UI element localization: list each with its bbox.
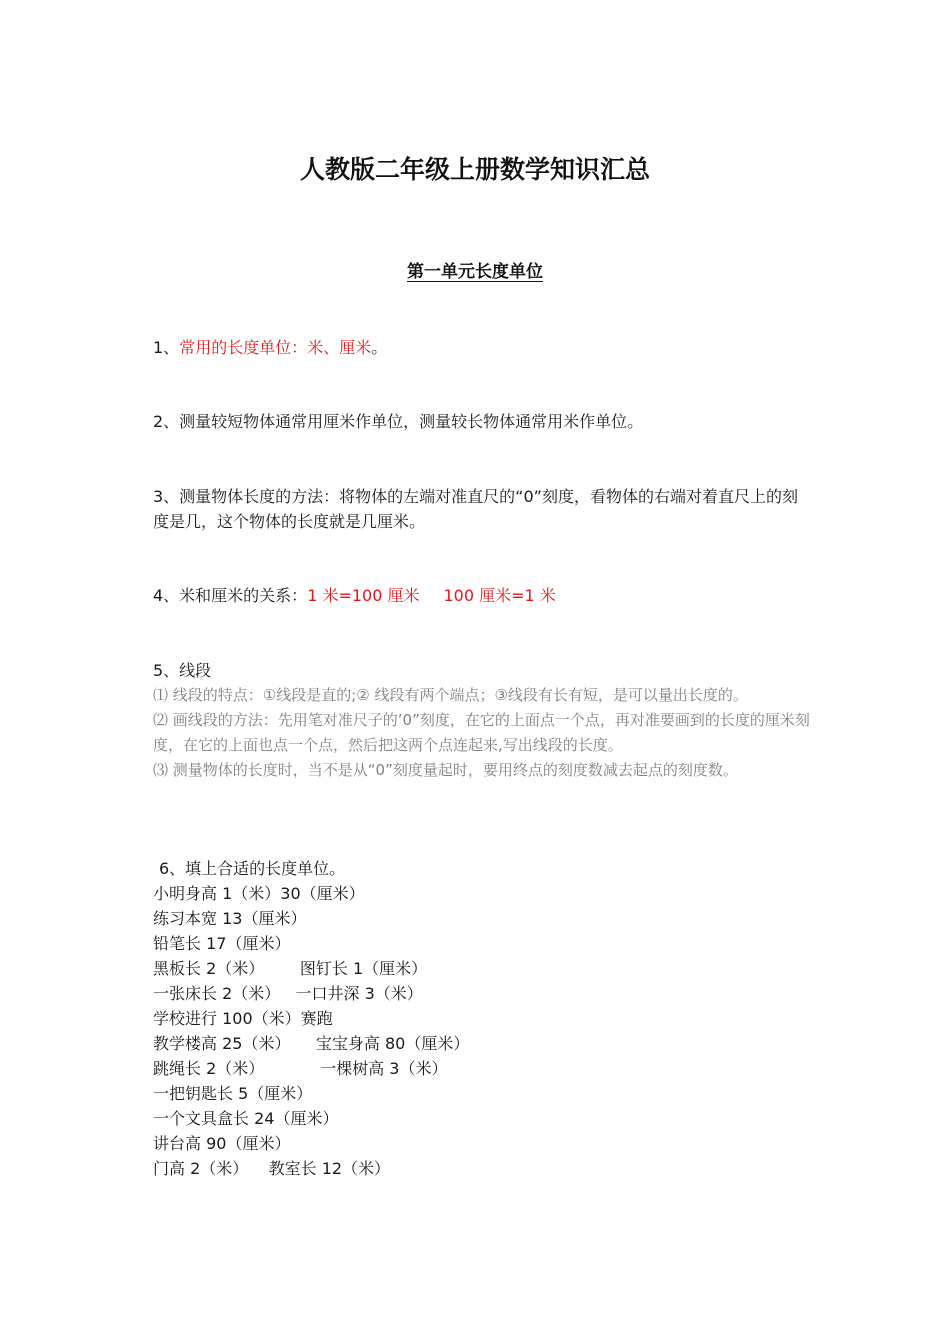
unit-title-text: 第一单元长度单位: [407, 262, 543, 282]
document-title: 人教版二年级上册数学知识汇总: [299, 155, 650, 184]
example-line: 讲台高 90（厘米）: [153, 1134, 291, 1153]
example-line: 黑板长 2（米） 图钉长 1（厘米）: [153, 959, 428, 978]
point-4-label: 4、米和厘米的关系：: [153, 586, 308, 605]
point-1-tail: 。: [371, 338, 388, 357]
point-5-item: ⑵ 画线段的方法：先用笔对准尺子的’0”刻度，在它的上面点一个点，再对准要画到的长度的厘米刻度，在它的上面也点一个点，然后把这两个点连起来,写出线段的长度。: [153, 711, 810, 754]
point-4-relation-2: 100 厘米=1 米: [443, 586, 556, 605]
example-line: 铅笔长 17（厘米）: [153, 934, 291, 953]
point-1-number: 1、: [153, 338, 180, 357]
example-line: 一张床长 2（米） 一口井深 3（米）: [153, 984, 423, 1003]
example-line: 练习本宽 13（厘米）: [153, 909, 307, 928]
point-5-item: ⑶ 测量物体的长度时，当不是从“0”刻度量起时，要用终点的刻度数减去起点的刻度数。: [153, 761, 738, 779]
example-line: 一把钥匙长 5（厘米）: [153, 1084, 313, 1103]
point-5-item: ⑴ 线段的特点：①线段是直的;② 线段有两个端点；③线段有长有短，是可以量出长度的。: [153, 686, 748, 704]
point-5: [153, 658, 813, 783]
point-2: 2、测量较短物体通常用厘米作单位，测量较长物体通常用米作单位。: [153, 412, 644, 431]
example-line: 教学楼高 25（米） 宝宝身高 80（厘米）: [153, 1034, 470, 1053]
point-3: 3、测量物体长度的方法：将物体的左端对准直尺的“0”刻度，看物体的右端对着直尺上的刻度是几，这个物体的长度就是几厘米。: [153, 487, 798, 531]
point-6-heading: 6、填上合适的长度单位。: [159, 859, 346, 878]
point-5-heading: 5、线段: [153, 661, 212, 680]
point-6: [153, 856, 813, 1181]
example-line: 学校进行 100（米）赛跑: [153, 1009, 333, 1028]
point-1: [153, 335, 813, 360]
example-line: 门高 2（米） 教室长 12（米）: [153, 1159, 391, 1178]
unit-title: [0, 260, 950, 284]
point-4-relation-1: 1 米=100 厘米: [307, 586, 420, 605]
point-1-highlight: 常用的长度单位：米、厘米: [179, 338, 372, 357]
example-line: 一个文具盒长 24（厘米）: [153, 1109, 339, 1128]
point-4: [153, 583, 813, 608]
example-line: 跳绳长 2（米） 一棵树高 3（米）: [153, 1059, 448, 1078]
example-line: 小明身高 1（米）30（厘米）: [153, 884, 365, 903]
